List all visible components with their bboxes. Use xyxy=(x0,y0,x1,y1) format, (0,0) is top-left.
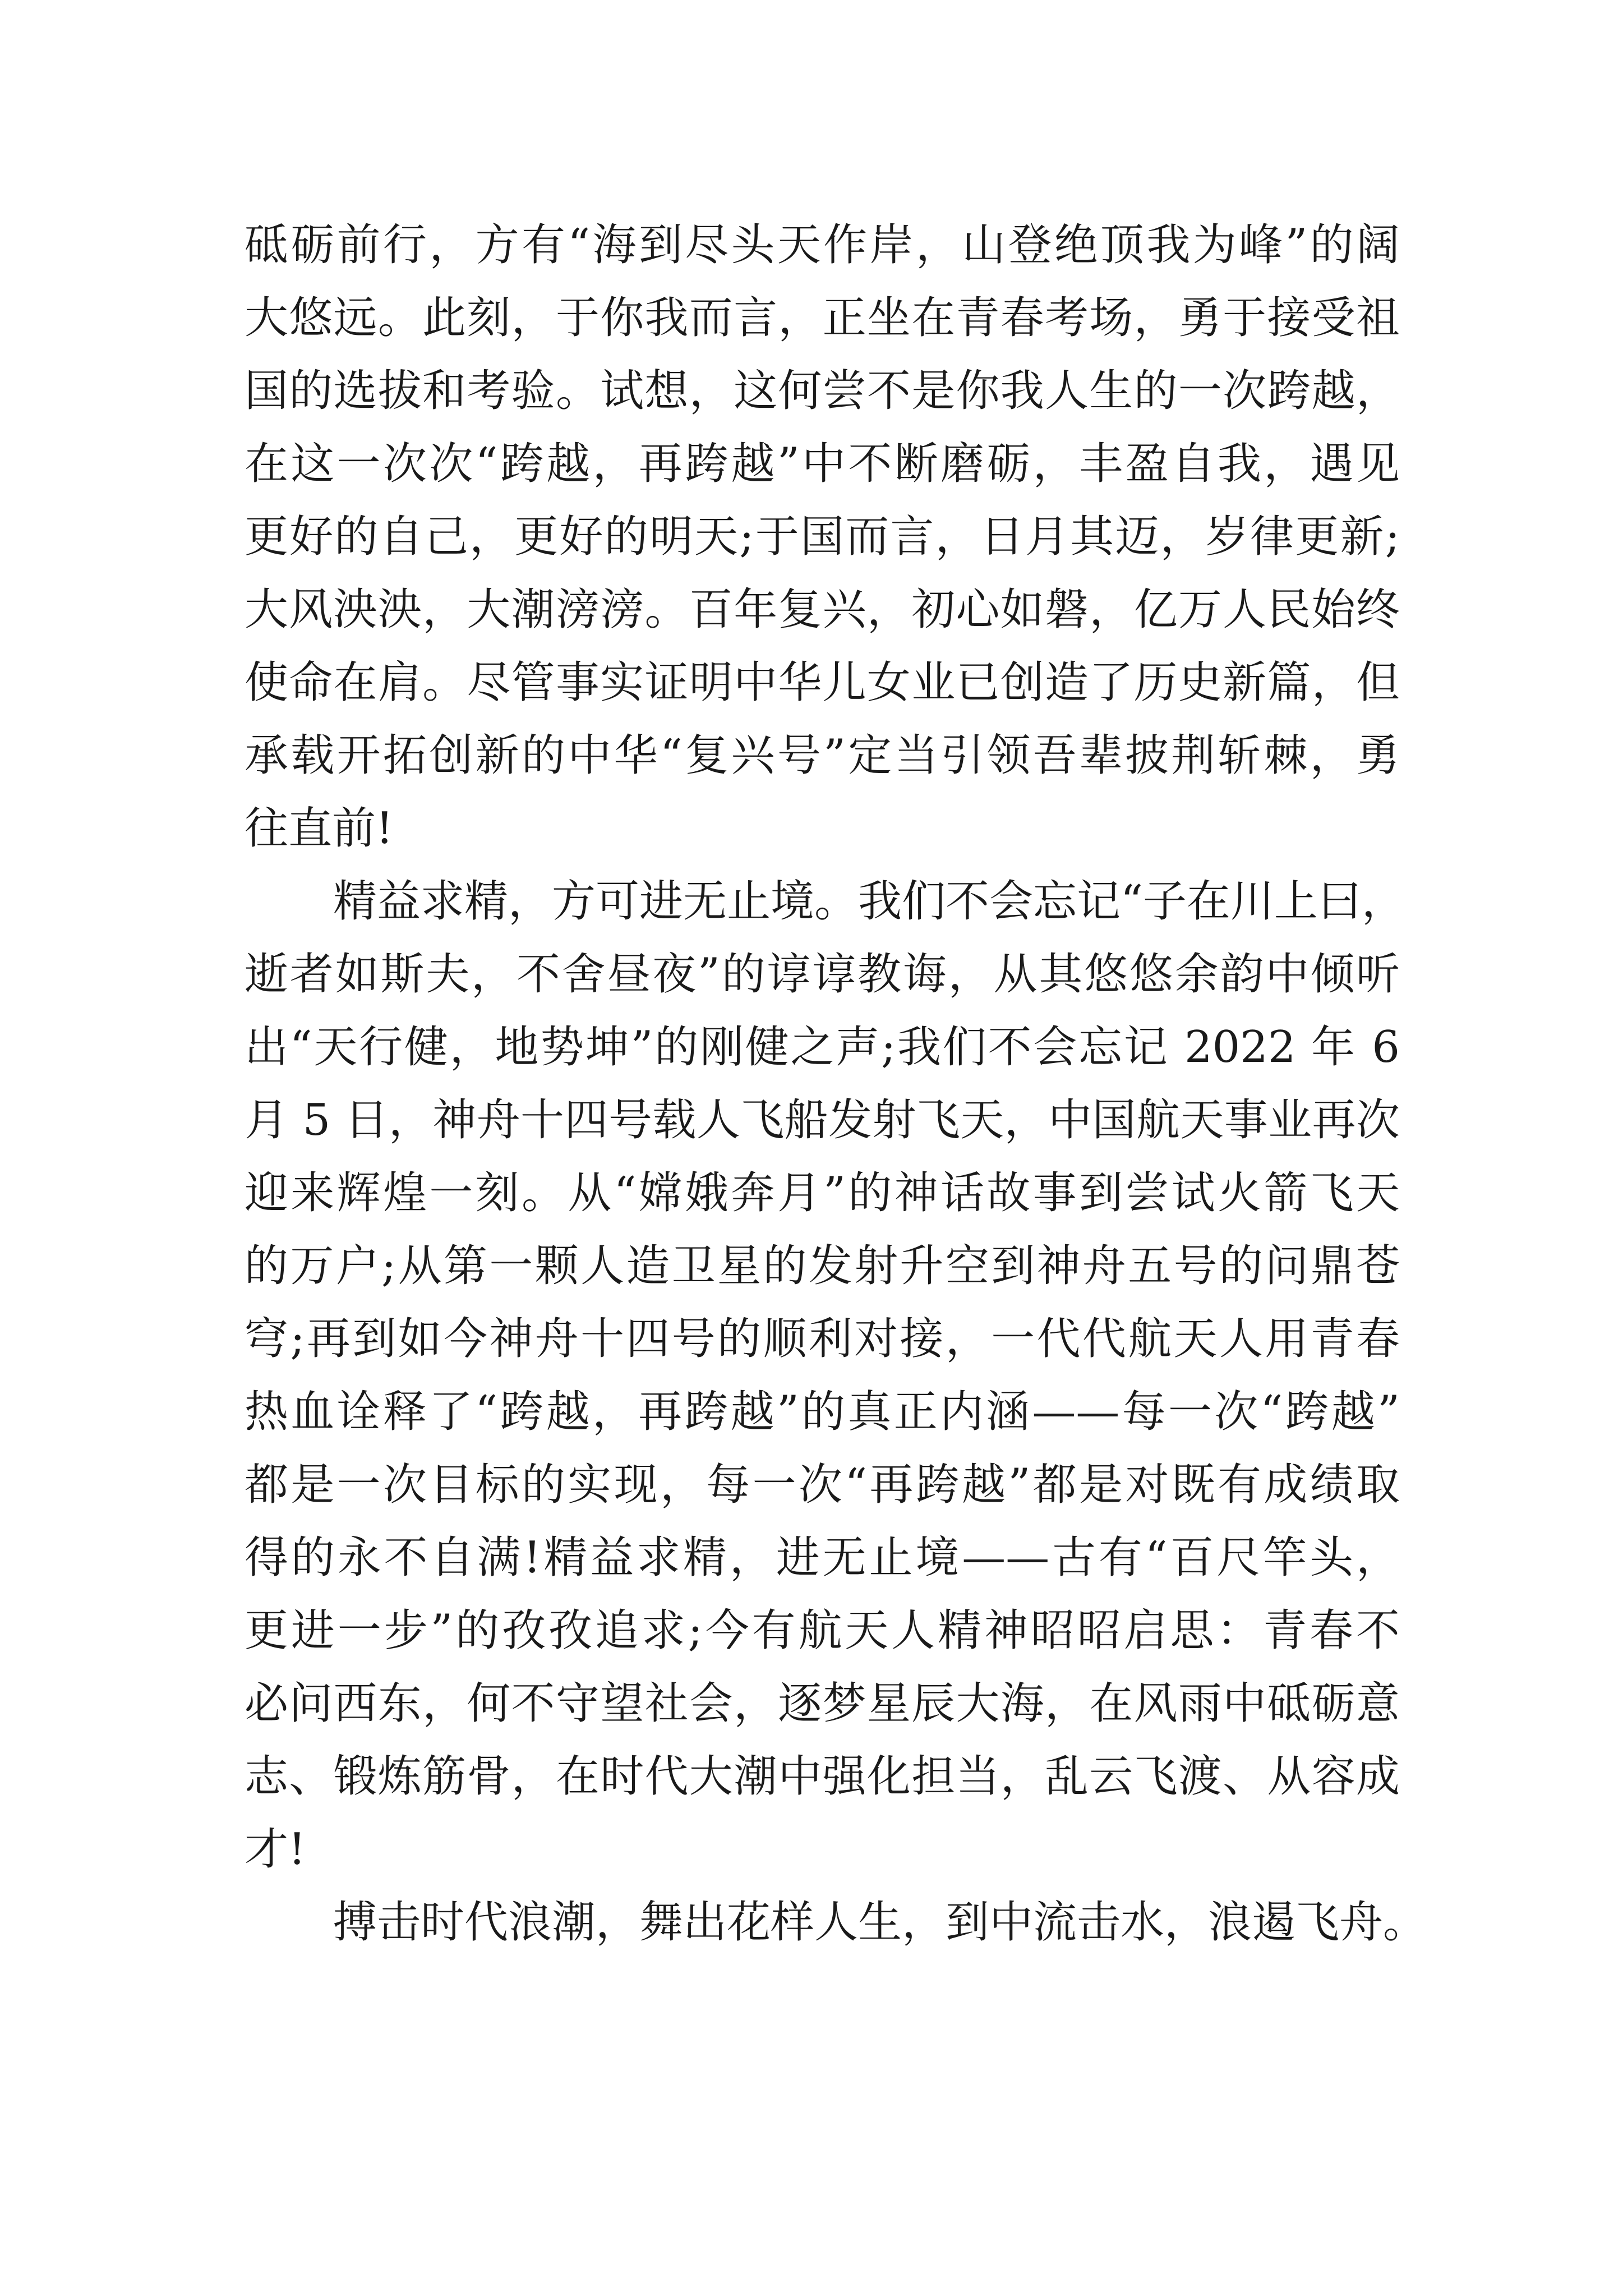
body-text xyxy=(245,209,1427,1959)
text-line: 承载开拓创新的中华“复兴号”定当引领吾辈披荆斩棘，勇 xyxy=(245,730,1400,781)
text-line: 搏击时代浪潮，舞出花样人生，到中流击水，浪遏飞舟。 xyxy=(333,1897,1427,1948)
text-line: 都是一次目标的实现，每一次“再跨越”都是对既有成绩取 xyxy=(245,1460,1400,1510)
text-line: 志、锻炼筋骨，在时代大潮中强化担当，乱云飞渡、从容成 xyxy=(245,1751,1400,1802)
text-line: 月 5 日，神舟十四号载人飞船发射飞天，中国航天事业再次 xyxy=(245,1095,1400,1145)
text-line: 得的永不自满!精益求精，进无止境——古有“百尺竿头， xyxy=(245,1533,1400,1583)
text-line: 大风泱泱，大潮滂滂。百年复兴，初心如磐，亿万人民始终 xyxy=(245,585,1400,635)
text-line: 的万户;从第一颗人造卫星的发射升空到神舟五号的问鼎苍 xyxy=(245,1241,1400,1291)
text-line: 使命在肩。尽管事实证明中华儿女业已创造了历史新篇，但 xyxy=(245,657,1400,708)
text-line: 更进一步”的孜孜追求;今有航天人精神昭昭启思：青春不 xyxy=(245,1605,1400,1656)
text-line: 热血诠释了“跨越，再跨越”的真正内涵——每一次“跨越” xyxy=(245,1387,1400,1437)
text-line: 必问西东，何不守望社会，逐梦星辰大海，在风雨中砥砺意 xyxy=(245,1678,1400,1729)
text-line: 迎来辉煌一刻。从“嫦娥奔月”的神话故事到尝试火箭飞天 xyxy=(245,1168,1400,1218)
text-line: 国的选拔和考验。试想，这何尝不是你我人生的一次跨越， xyxy=(245,366,1400,416)
text-line: 穹;再到如今神舟十四号的顺利对接，一代代航天人用青春 xyxy=(245,1314,1400,1364)
text-line: 更好的自己，更好的明天;于国而言，日月其迈，岁律更新; xyxy=(245,512,1400,562)
text-line: 往直前! xyxy=(245,803,394,854)
text-line: 精益求精，方可进无止境。我们不会忘记“子在川上曰， xyxy=(333,876,1405,927)
text-line: 逝者如斯夫，不舍昼夜”的谆谆教诲，从其悠悠余韵中倾听 xyxy=(245,949,1400,1000)
text-line: 砥砺前行，方有“海到尽头天作岸，山登绝顶我为峰”的阔 xyxy=(245,220,1400,270)
text-line: 大悠远。此刻，于你我而言，正坐在青春考场，勇于接受祖 xyxy=(245,293,1400,343)
text-line: 才! xyxy=(245,1824,306,1875)
text-line: 出“天行健，地势坤”的刚健之声;我们不会忘记 2022 年 6 xyxy=(245,1022,1400,1073)
text-line: 在这一次次“跨越，再跨越”中不断磨砺，丰盈自我，遇见 xyxy=(245,439,1400,489)
